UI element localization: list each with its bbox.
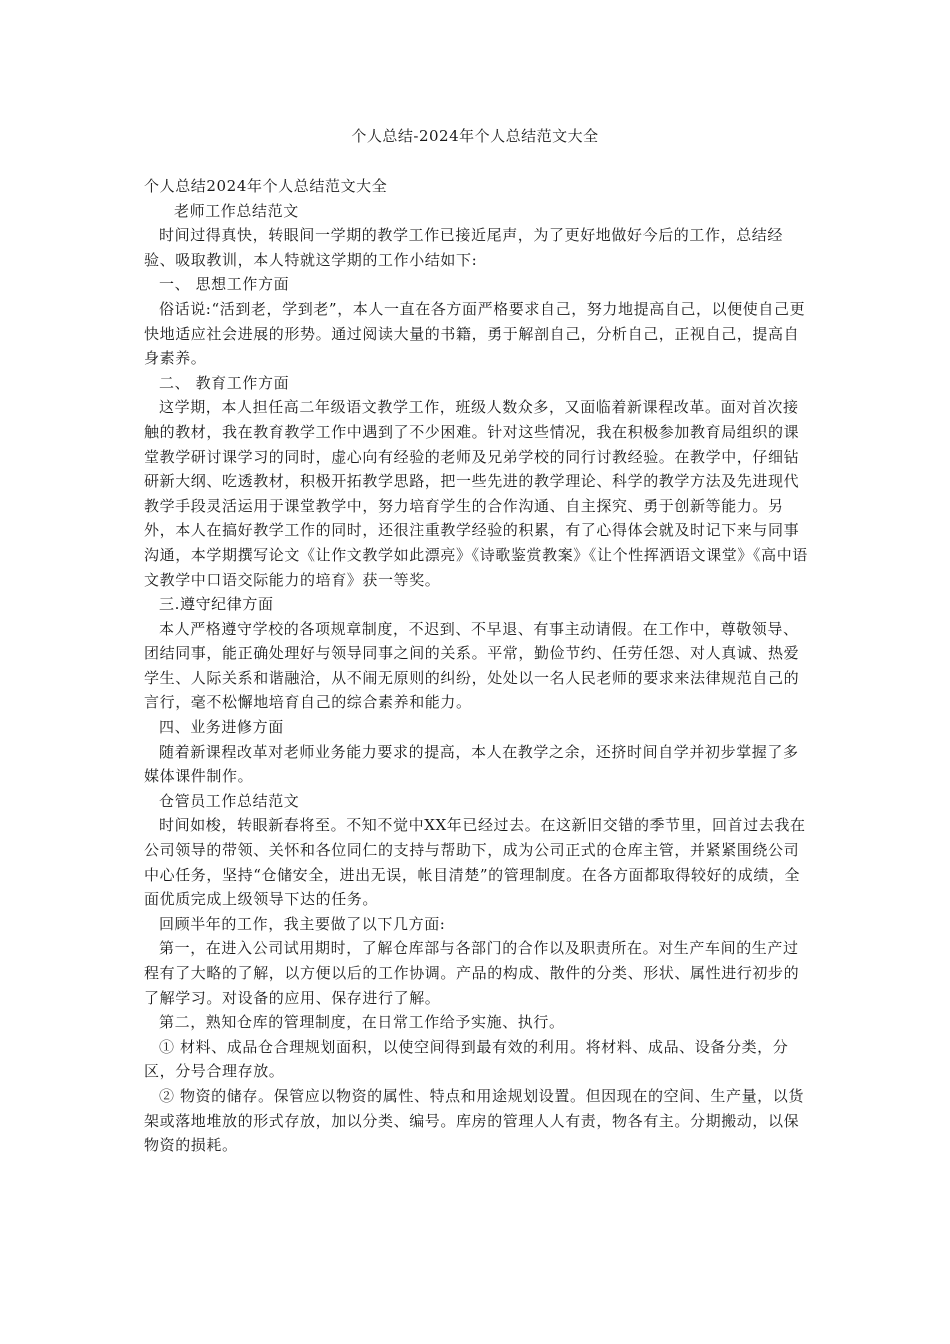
paragraph: 个人总结2024年个人总结范文大全	[144, 177, 388, 195]
paragraph: 这学期，本人担任高二年级语文教学工作，班级人数众多，又面临着新课程改革。面对首次接触的教材，我在教育教学工作中遇到了不少困难。针对这些情况，我在积极参加教育局组织的课堂教学研讨课学习的同时，虚心向有经验的老师及兄弟学校的同行讨教经验。在教学中，仔细钻研新大纲、吃透教材，积极开拓教学思路，把一些先进的教学理论、科学的教学方法及先进现代教学手段灵活运用于课堂教学中，努力培育学生的合作沟通、自主探究、勇于创新等能力。另外，本人在搞好教学工作的同时，还很注重教学经验的积累，有了心得体会就及时记下来与同事沟通，本学期撰写论文《让作文教学如此漂亮》《诗歌鉴赏教案》《让个性挥洒语文课堂》《高中语文教学中口语交际能力的培育》获一等奖。	[144, 398, 808, 589]
paragraph: 四、业务进修方面	[159, 718, 284, 737]
document-title: 个人总结-2024年个人总结范文大全	[351, 127, 599, 145]
paragraph: 老师工作总结范文	[174, 201, 299, 220]
paragraph: 俗话说:“活到老，学到老”，本人一直在各方面严格要求自己，努力地提高自己，以便使自己更快地适应社会进展的形势。通过阅读大量的书籍，勇于解剖自己，分析自己，正视自己，提高自身素养。	[144, 299, 806, 368]
paragraph: 回顾半年的工作，我主要做了以下几方面:	[159, 914, 446, 933]
paragraph: 随着新课程改革对老师业务能力要求的提高，本人在教学之余，还挤时间自学并初步掌握了多媒体课件制作。	[144, 742, 799, 786]
paragraph: 一、 思想工作方面	[159, 275, 290, 294]
paragraph: 二、 教育工作方面	[159, 373, 290, 392]
paragraph: 仓管员工作总结范文	[159, 791, 300, 810]
paragraph: 时间如梭，转眼新春将至。不知不觉中XX年已经过去。在这新旧交错的季节里，回首过去我在公司领导的带领、关怀和各位同仁的支持与帮助下，成为公司正式的仓库主管，并紧紧围绕公司中心任务，坚持“仓储安全，进出无误，帐目清楚”的管理制度。在各方面都取得较好的成绩，全面优质完成上级领导下达的任务。	[144, 816, 806, 909]
paragraph: ① 材料、成品仓合理规划面积，以使空间得到最有效的利用。将材料、成品、设备分类，分区，分号合理存放。	[144, 1037, 789, 1081]
paragraph: 第一，在进入公司试用期时，了解仓库部与各部门的合作以及职责所在。对生产车间的生产过程有了大略的了解，以方便以后的工作协调。产品的构成、散件的分类、形状、属性进行初步的了解学习。对设备的应用、保存进行了解。	[144, 939, 800, 1007]
paragraph: 三.遵守纪律方面	[159, 595, 274, 614]
paragraph: ② 物资的储存。保管应以物资的属性、特点和用途规划设置。但因现在的空间、生产量，以货架或落地堆放的形式存放，加以分类、编号。库房的管理人人有责，物各有主。分期搬动，以保物资的损耗。	[144, 1086, 804, 1155]
document-body	[144, 174, 812, 1158]
paragraph: 第二，熟知仓库的管理制度，在日常工作给予实施、执行。	[159, 1013, 565, 1032]
paragraph: 本人严格遵守学校的各项规章制度，不迟到、不早退、有事主动请假。在工作中，尊敬领导、团结同事，能正确处理好与领导同事之间的关系。平常，勤俭节约、任劳任怨、对人真诚、热爱学生、人际关系和谐融洽，从不闹无原则的纠纷，处处以一名人民老师的要求来法律规范自己的言行，毫不松懈地培育自己的综合素养和能力。	[144, 619, 800, 712]
paragraph: 时间过得真快，转眼间一学期的教学工作已接近尾声，为了更好地做好今后的工作，总结经验、吸取教训，本人特就这学期的工作小结如下:	[144, 226, 784, 269]
